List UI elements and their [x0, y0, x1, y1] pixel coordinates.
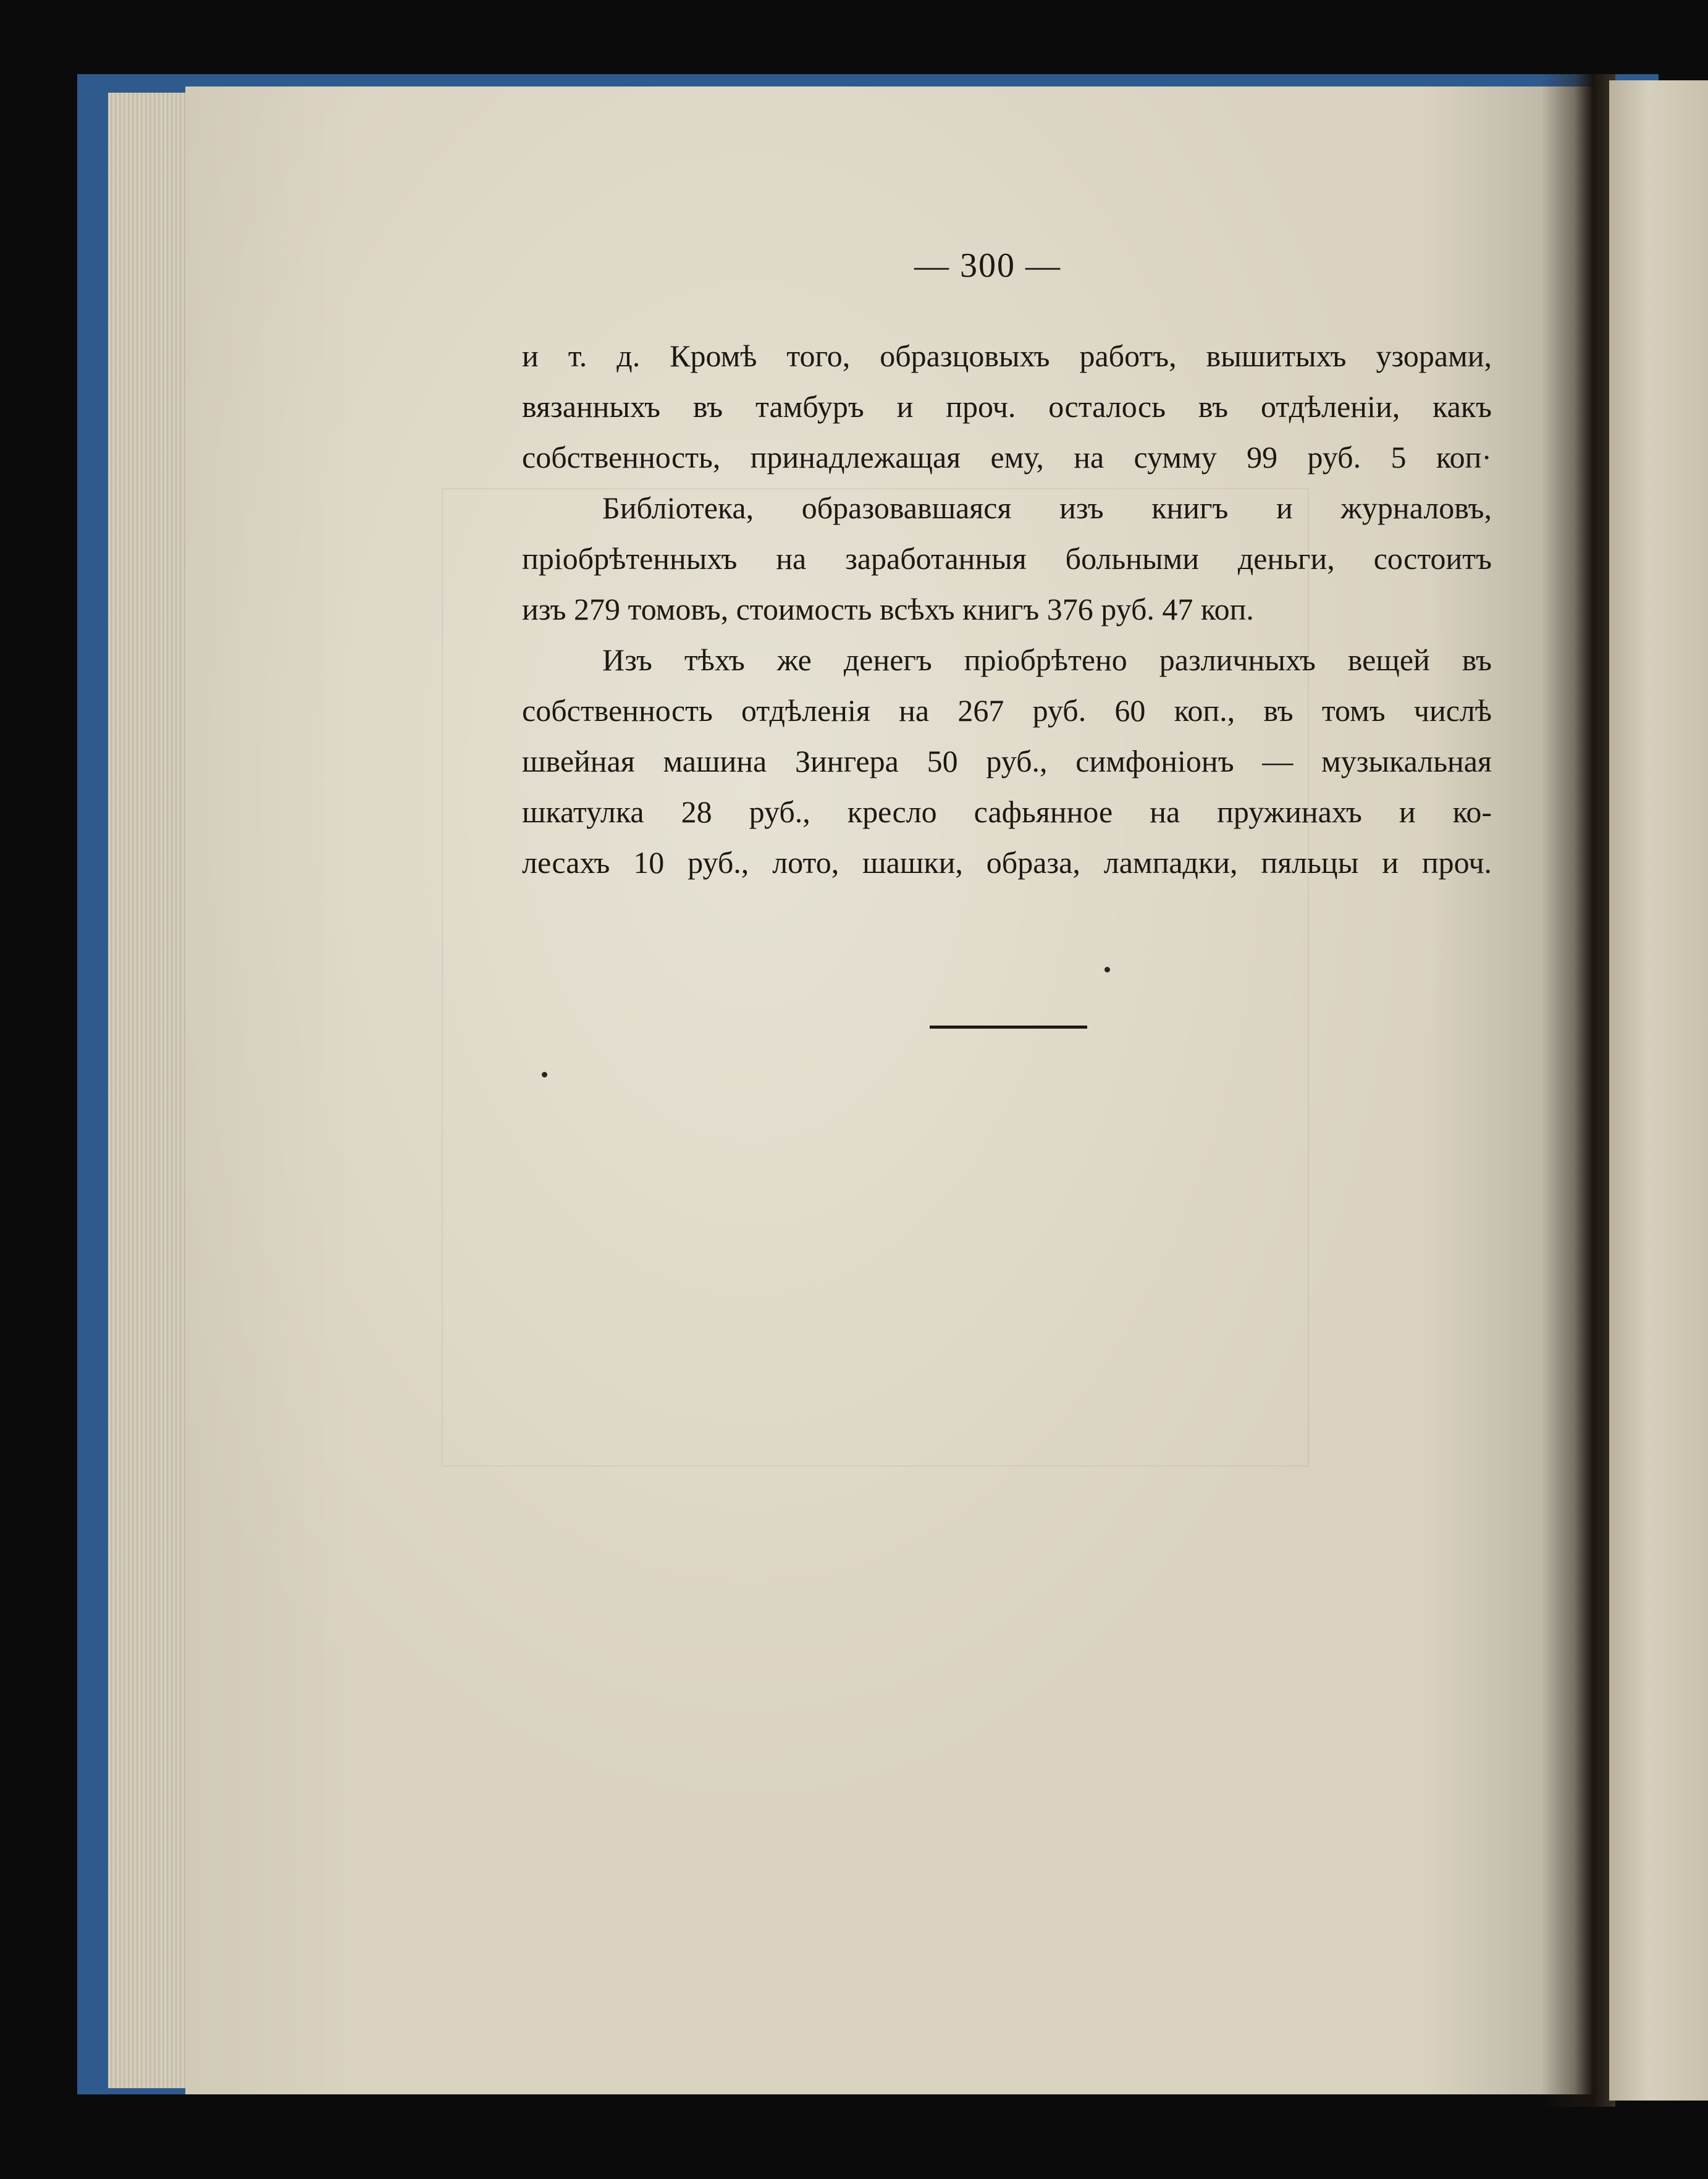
text-line: вязанныхъ въ тамбуръ и проч. осталось въ отдѣленіи, какъ [522, 389, 1492, 424]
book-gutter-shadow [1541, 74, 1615, 2107]
section-divider-rule [930, 1026, 1087, 1029]
paragraph [522, 331, 1492, 483]
facing-page-edge [1609, 80, 1708, 2101]
text-line: изъ 279 томовъ, стоимость всѣхъ книгъ 376 руб. 47 коп. [522, 592, 1254, 626]
body-text [522, 331, 1492, 888]
text-line: пріобрѣтенныхъ на заработанныя больными деньги, состоитъ [522, 541, 1492, 576]
page-number: — 300 — [914, 247, 1061, 285]
text-line: Библіотека, образовавшаяся изъ книгъ и журналовъ, [602, 491, 1492, 525]
text-line: лесахъ 10 руб., лото, шашки, образа, лампадки, пяльцы и проч. [522, 845, 1492, 880]
text-line: собственность, принадлежащая ему, на сумму 99 руб. 5 коп· [522, 440, 1492, 474]
paper-speck [1104, 967, 1110, 972]
paragraph [522, 634, 1492, 888]
text-line: собственность отдѣленія на 267 руб. 60 коп., въ томъ числѣ [522, 693, 1492, 728]
text-line: и т. д. Кромѣ того, образцовыхъ работъ, вышитыхъ узорами, [522, 339, 1492, 373]
paper-speck [542, 1072, 547, 1077]
paragraph [522, 483, 1492, 634]
text-line: шкатулка 28 руб., кресло сафьянное на пружинахъ и ко- [522, 794, 1492, 829]
text-line: швейная машина Зингера 50 руб., симфоніонъ — музыкальная [522, 744, 1492, 778]
text-line: Изъ тѣхъ же денегъ пріобрѣтено различныхъ вещей въ [602, 643, 1492, 677]
